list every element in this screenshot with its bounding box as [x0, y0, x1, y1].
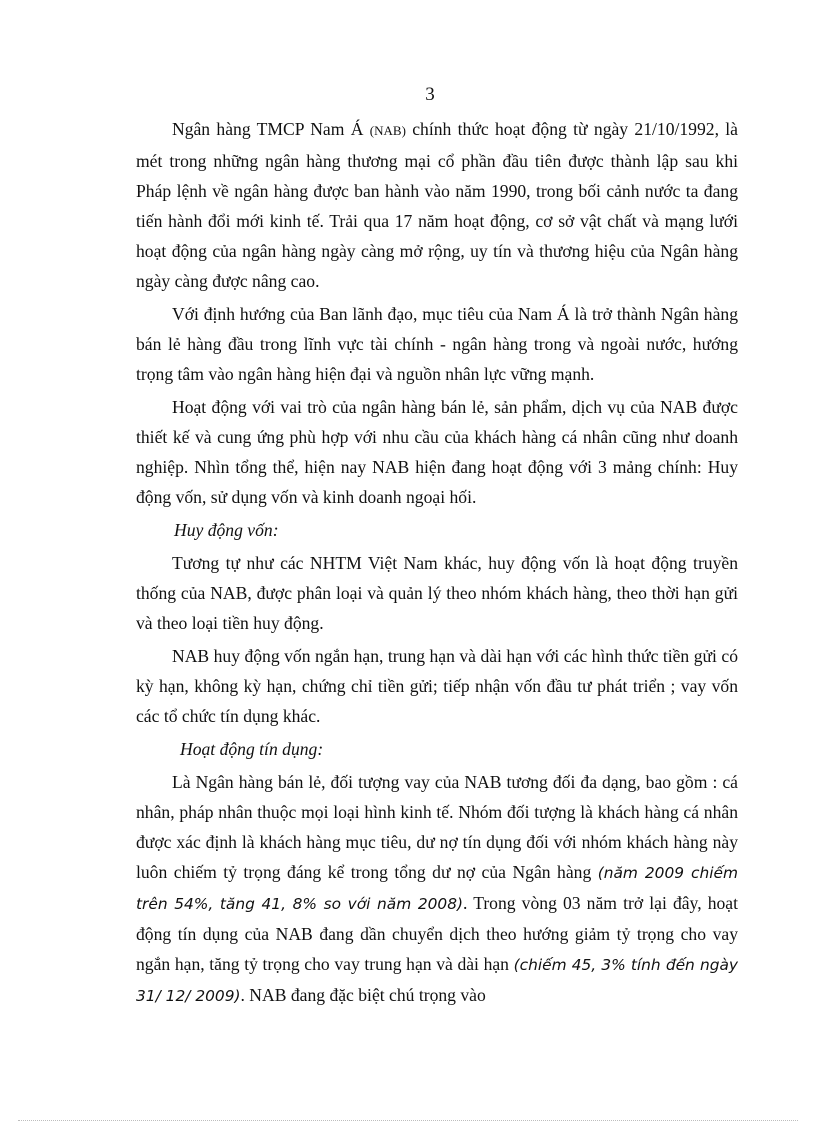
paragraph-capital-mobilization: Tương tự như các NHTM Việt Nam khác, huy động vốn là hoạt động truyền thống của NAB, được phân loại và quản lý theo nhóm khách hàng, theo thời hạn gửi và theo loại tiền huy động. — [136, 553, 738, 633]
paragraph-orientation: Với định hướng của Ban lãnh đạo, mục tiêu của Nam Á là trở thành Ngân hàng bán lẻ hàng đầu trong lĩnh vực tài chính - ngân hàng trong và ngoài nước, hướng trọng tâm vào ngân hàng hiện đại và nguồn nhân lực vững mạnh. — [136, 304, 738, 384]
paragraph-capital-forms: NAB huy động vốn ngắn hạn, trung hạn và dài hạn với các hình thức tiền gửi có kỳ hạn, không kỳ hạn, chứng chỉ tiền gửi; tiếp nhận vốn đầu tư phát triển ; vay vốn các tổ chức tín dụng khác. — [136, 646, 738, 726]
paragraph-intro — [136, 114, 738, 296]
paragraph-credit-part2: . Trong vòng 03 năm trở lại đây, hoạt động tín dụng của NAB đang dần chuyển dịch theo hướng giảm tỷ trọng cho vay ngắn hạn, tăng tỷ trọng cho vay trung hạn và dài hạn — [136, 893, 738, 974]
page-bottom-divider — [18, 1120, 798, 1121]
credit-note-2009: (năm 2009 chiếm trên 54%, tăng 41, 8% so với năm 2008) — [136, 864, 738, 913]
paragraph-credit-part3: . NAB đang đặc biệt chú trọng vào — [240, 985, 486, 1005]
paragraph-credit — [136, 767, 738, 1011]
paragraph-credit-part1: Là Ngân hàng bán lẻ, đối tượng vay của NAB tương đối đa dạng, bao gồm : cá nhân, pháp nhân thuộc mọi loại hình kinh tế. Nhóm đối tượng là khách hàng cá nhân được xác định là khách hàng mục tiêu, dư nợ tín dụng đối với nhóm khách hàng này luôn chiếm tỷ trọng đáng kể trong tổng dư nợ của Ngân hàng — [136, 772, 738, 882]
section-heading-credit-activities: Hoạt động tín dụng: — [180, 739, 324, 759]
body-text — [136, 114, 738, 1014]
abbreviation-nab: (NAB) — [369, 123, 406, 138]
page-number: 3 — [425, 84, 435, 105]
credit-note-share: (chiếm 45, 3% tính đến ngày 31/ 12/ 2009) — [136, 956, 739, 1005]
paragraph-intro-part: Ngân hàng TMCP Nam Á — [172, 119, 370, 139]
paragraph-intro-rest: chính thức hoạt động từ ngày 21/10/1992, là mét trong những ngân hàng thương mại cổ phần đầu tiên được thành lập sau khi Pháp lệnh về ngân hàng được ban hành vào năm 1990, trong bối cảnh nước ta đang tiến hành đổi mới kinh tế. Trải qua 17 năm hoạt động, cơ sở vật chất và mạng lưới hoạt động của ngân hàng ngày càng mở rộng, uy tín và thương hiệu của Ngân hàng ngày càng được nâng cao. — [136, 119, 738, 291]
paragraph-activities: Hoạt động với vai trò của ngân hàng bán lẻ, sản phẩm, dịch vụ của NAB được thiết kế và cung ứng phù hợp với nhu cầu của khách hàng cá nhân cũng như doanh nghiệp. Nhìn tổng thể, hiện nay NAB hiện đang hoạt động với 3 mảng chính: Huy động vốn, sử dụng vốn và kinh doanh ngoại hối. — [136, 397, 738, 507]
section-heading-capital-mobilization: Huy động vốn: — [174, 520, 279, 540]
